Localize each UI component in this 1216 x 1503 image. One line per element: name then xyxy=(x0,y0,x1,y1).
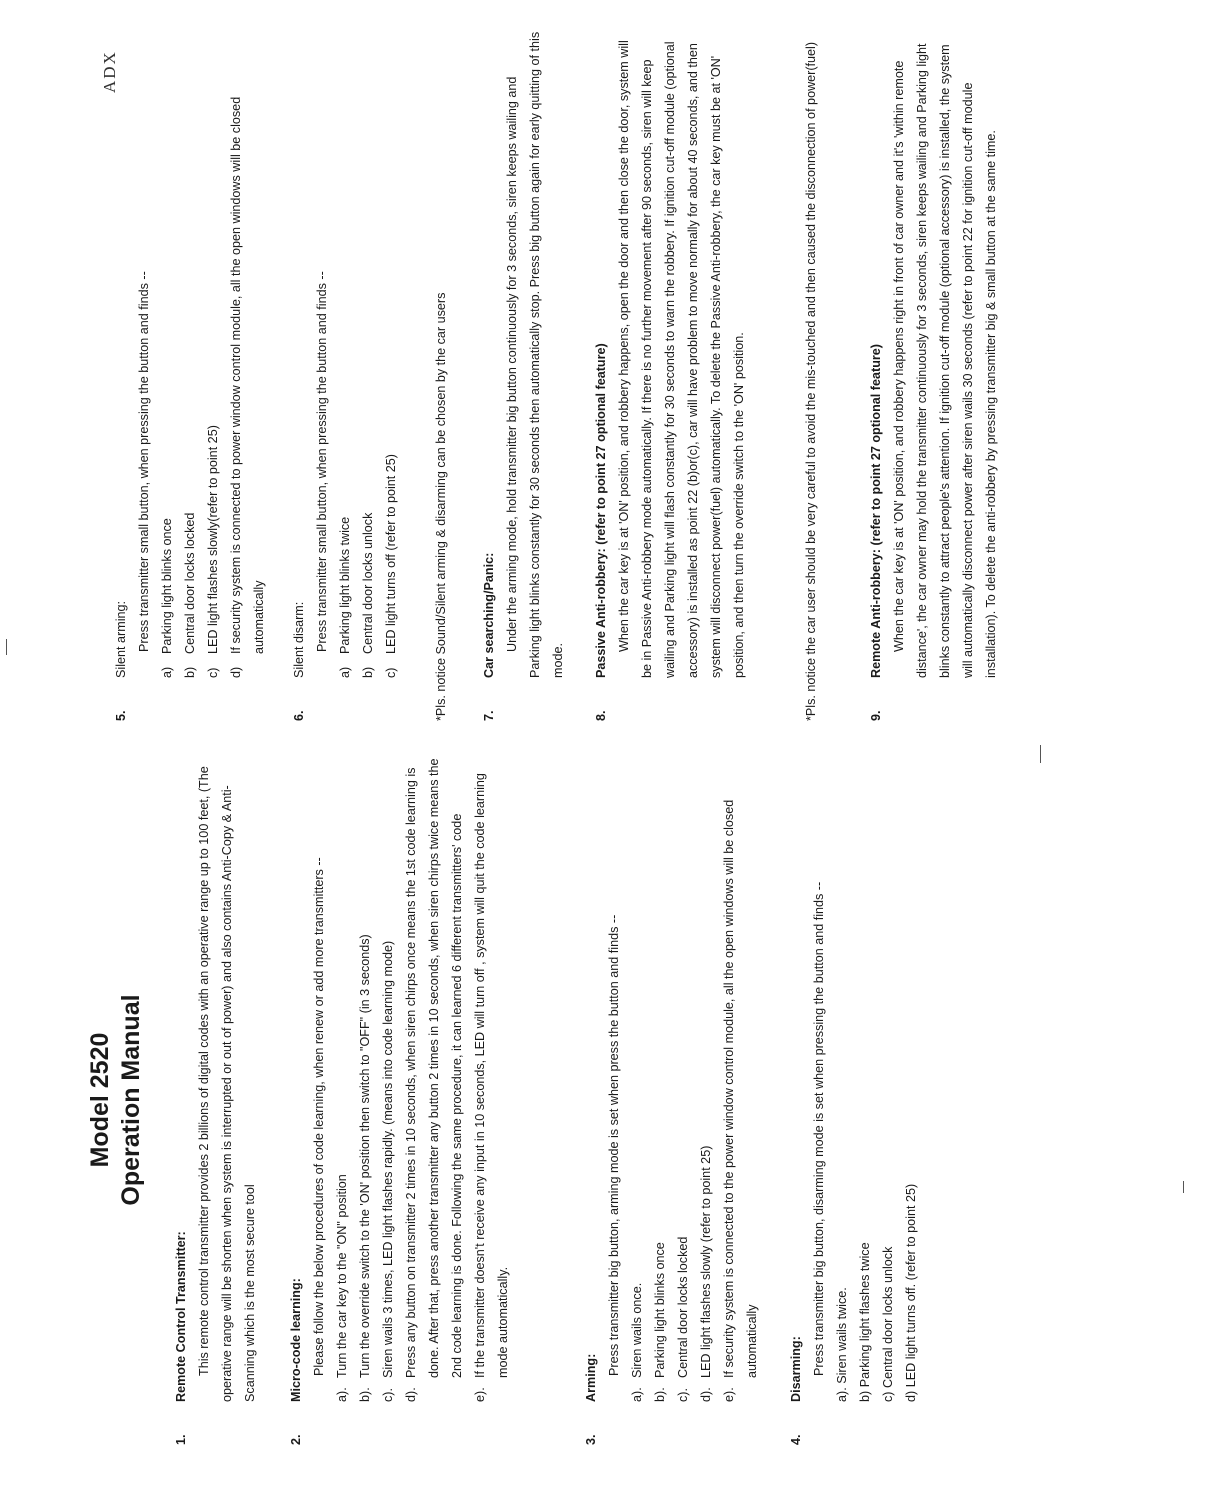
list-text: Siren wails 3 times, LED light flashes rapidly. (means into code learning mode) xyxy=(381,940,395,1378)
list-text: Turn the car key to the "ON" position xyxy=(335,1174,349,1378)
section-heading: Silent disarm: xyxy=(292,601,306,678)
section-paragraph: When the car key is at 'ON' position, and robbery happens right in front of car owner and it's 'within remote distance', the car owner may hold the transmitter continuously for 3 seconds, siren keeps wailing and Parking light blinks constantly to attract people's attention. If ignition cut-off module (optional accessory) is installed, the system will automatically disconnect power after siren wails 30 seconds (refer to point 22 for ignition cut-off module installation). To delete the anti-robbery by pressing transmitter big & small button at the same time. xyxy=(892,43,998,678)
list-label: c). xyxy=(381,1388,395,1402)
list-label: c) xyxy=(384,667,398,678)
list-label: a). xyxy=(335,1387,349,1402)
section-heading: Car searching/Panic: xyxy=(482,552,496,678)
scan-mark xyxy=(6,639,7,655)
list-label: c) xyxy=(206,667,220,678)
list-text: If the transmitter doesn't receive any input in 10 seconds, LED will turn off , system will quit the code learning mode automatically. xyxy=(473,773,510,1378)
section-heading: Arming: xyxy=(584,1353,598,1402)
section-heading: Passive Anti-robbery: (refer to point 27 optional feature) xyxy=(594,343,608,678)
section-heading: Remote Anti-robbery: (refer to point 27 optional feature) xyxy=(869,344,883,678)
section-7 xyxy=(478,31,570,721)
list-label: e). xyxy=(722,1387,736,1402)
list-label: b). xyxy=(358,1387,372,1402)
list-label: a). xyxy=(630,1387,644,1402)
list-item: b) Parking light flashes twice xyxy=(858,1242,872,1402)
list-text: LED light turns off (refer to point 25) xyxy=(384,454,398,654)
list-text: Press any button on transmitter 2 times in 10 seconds, when siren chirps once means the 1st code learning is done. After that, press another transmitter any button 2 times in 10 seconds, when siren chirps twice means the 2nd code learning is done. Following the same procedure, it can learned 6 different transmitters' code xyxy=(404,758,464,1378)
list-item xyxy=(354,755,377,1402)
list-label: a) xyxy=(160,666,174,678)
list-text: Parking light blinks once xyxy=(160,518,174,654)
section-number: 1. xyxy=(174,1434,188,1445)
list-text: If security system is connected to the power window control module, all the open windows will be closed automatically xyxy=(722,799,759,1378)
section-number: 6. xyxy=(292,710,306,721)
list-label: c). xyxy=(676,1388,690,1402)
list-text: Central door locks locked xyxy=(676,1236,690,1378)
list-item xyxy=(377,755,400,1402)
section-number: 9. xyxy=(869,710,883,721)
list-item xyxy=(225,31,271,678)
section-paragraph: Press transmitter big button, arming mode is set when press the button and finds -- xyxy=(607,914,621,1376)
list-label: d). xyxy=(404,1387,418,1402)
list-label: b) xyxy=(361,666,375,678)
list-text: Central door locks unlock xyxy=(361,512,375,654)
section-4 xyxy=(785,755,923,1445)
list-label: b) xyxy=(183,666,197,678)
section-number: 7. xyxy=(482,710,496,721)
section-5 xyxy=(110,31,271,721)
list-text: Turn the override switch to the 'ON' position then switch to "OFF" (in 3 seconds) xyxy=(358,934,372,1378)
list-item xyxy=(179,31,202,678)
section-heading: Remote Control Transmitter: xyxy=(174,1231,188,1402)
title-model: Model 2520 xyxy=(86,1032,114,1168)
list-item xyxy=(334,31,357,678)
brand-mark: ADX xyxy=(100,50,119,93)
list-item: d) LED light turns off. (refer to point 25) xyxy=(904,1183,918,1402)
list-text: LED light flashes slowly(refer to point 25) xyxy=(206,425,220,654)
section-heading: Micro-code learning: xyxy=(289,1278,303,1402)
note-text: *Pls. notice Sound/Silent arming & disarming can be chosen by the car users xyxy=(434,292,448,721)
section-number: 8. xyxy=(594,710,608,721)
list-label: b). xyxy=(653,1387,667,1402)
scan-mark xyxy=(1040,745,1041,763)
list-item xyxy=(626,755,649,1402)
section-number: 4. xyxy=(789,1434,803,1445)
list-label: d) xyxy=(229,666,243,678)
list-item xyxy=(156,31,179,678)
list-text: Parking light blinks once xyxy=(653,1242,667,1378)
section-3 xyxy=(580,755,764,1445)
list-item xyxy=(672,755,695,1402)
section-9 xyxy=(865,31,1003,721)
list-text: Parking light blinks twice xyxy=(338,516,352,654)
section-paragraph: Press transmitter small button, when pressing the button and finds -- xyxy=(315,271,329,652)
note-mis-touch xyxy=(800,31,823,721)
title-operation-manual: Operation Manual xyxy=(117,994,145,1206)
list-item xyxy=(380,31,403,678)
list-item xyxy=(357,31,380,678)
list-item xyxy=(718,755,764,1402)
list-text: Siren wails once. xyxy=(630,1282,644,1378)
scan-mark xyxy=(1183,1181,1184,1193)
section-paragraph: When the car key is at 'ON' position, and robbery happens, open the door and then close the door, system will be in Passive Anti-robbery mode automatically. If there is no further movement after 90 seconds, siren will keep wailing and Parking light will flash constantly for 30 seconds to warn the robbery. If ignition cut-off module (optional accessory) is installed as point 22 (b)or(c), car will have problem to move normally for about 40 seconds, and then system will disconnect power(fuel) automatically. To delete the Passive Anti-robbery, the car key must be at 'ON' position, and then turn the override switch to the 'ON' position. xyxy=(617,40,746,678)
list-label: d). xyxy=(699,1387,713,1402)
section-8 xyxy=(590,31,751,721)
list-item xyxy=(331,755,354,1402)
section-2 xyxy=(285,755,515,1445)
note-text: *Pls. notice the car user should be very careful to avoid the mis-touched and then caused the disconnection of power(fuel) xyxy=(804,41,818,721)
list-item xyxy=(649,755,672,1402)
section-paragraph: Under the arming mode, hold transmitter big button continuously for 3 seconds, siren keeps wailing and Parking light blinks constantly for 30 seconds then automatically stop. Press big button again for early quitting of this mode. xyxy=(505,31,565,678)
list-label: a) xyxy=(338,666,352,678)
list-text: Central door locks locked xyxy=(183,512,197,654)
section-paragraph: Press transmitter small button, when pressing the button and finds -- xyxy=(137,271,151,652)
list-text: If security system is connected to power window control module, all the open windows will be closed automatically xyxy=(229,96,266,654)
list-item xyxy=(400,755,469,1402)
section-paragraph: Please follow the below procedures of code learning, when renew or add more transmitters -- xyxy=(312,857,326,1376)
list-item: a). Siren wails twice. xyxy=(835,1287,849,1402)
section-heading: Disarming: xyxy=(789,1336,803,1402)
note-sound-silent xyxy=(430,31,453,721)
section-1 xyxy=(170,755,262,1445)
list-item: c) Central door locks unlock xyxy=(881,1246,895,1402)
section-heading: Silent arming: xyxy=(114,601,128,678)
section-6 xyxy=(288,31,403,721)
document-title xyxy=(85,755,147,1445)
list-item xyxy=(695,755,718,1402)
list-item xyxy=(202,31,225,678)
section-number: 3. xyxy=(584,1434,598,1445)
list-item xyxy=(469,755,515,1402)
section-number: 5. xyxy=(114,710,128,721)
list-label: e). xyxy=(473,1387,487,1402)
section-number: 2. xyxy=(289,1434,303,1445)
section-paragraph: Press transmitter big button, disarming mode is set when pressing the button and finds -- xyxy=(812,881,826,1376)
section-paragraph: This remote control transmitter provides 2 billions of digital codes with an operative range up to 100 feet, (The operative range will be shorten when system is interrupted or out of power) and also contains Anti-Copy & Anti-Scanning which is the most secure tool xyxy=(197,766,257,1402)
list-text: LED light flashes slowly (refer to point 25) xyxy=(699,1145,713,1378)
